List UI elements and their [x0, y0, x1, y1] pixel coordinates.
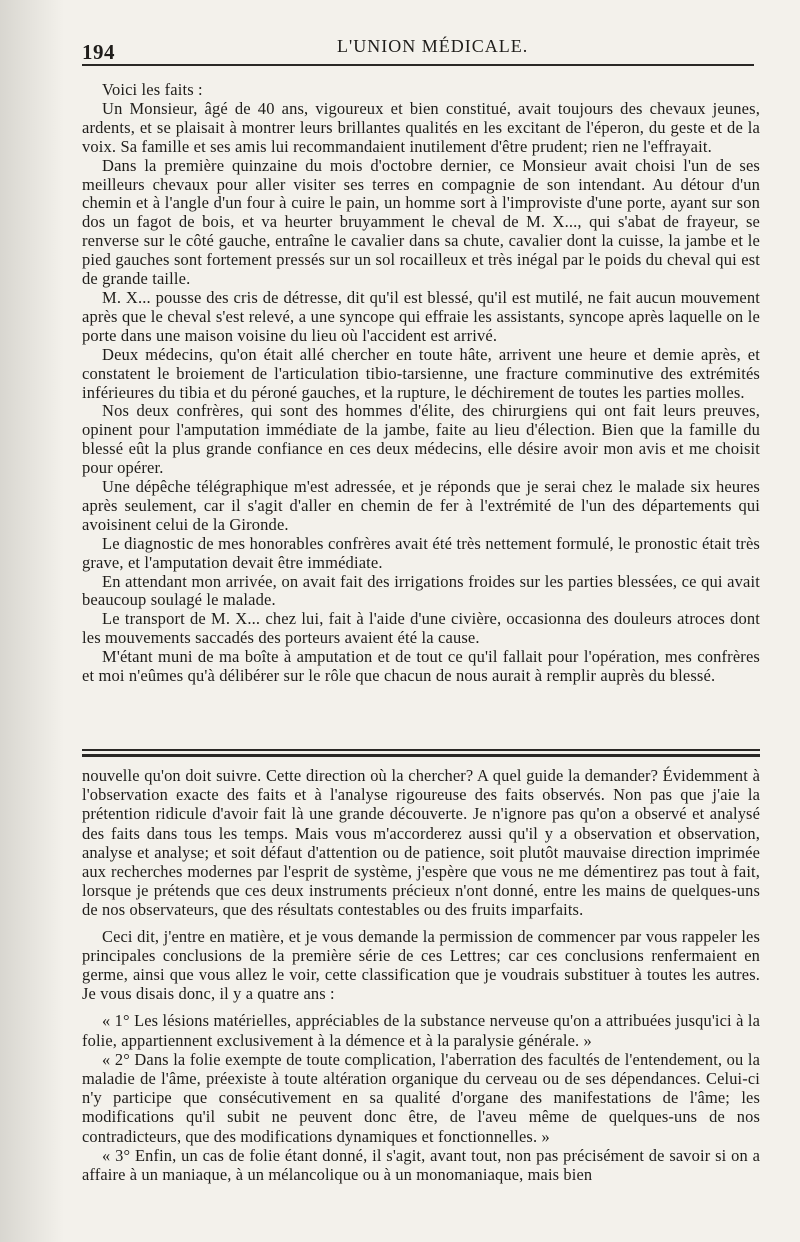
paragraph: Le transport de M. X... chez lui, fait à l'aide d'une civière, occasionna des douleurs atroces dont les mouvements saccadés des porteurs avaient été la cause.: [82, 609, 760, 648]
quote-paragraph: « 2° Dans la folie exempte de toute complication, l'aberration des facultés de l'entendement, ou la maladie de l'âme, préexiste à toute altération organique du cerveau ou de ses dépendances. Celui-ci n'y participe que consécutivement en sa qualité d'organe des manifestations de l'âme; les modifications qu'il subit ne peuvent donc être, de l'aveu même de quelques-uns de nos contradicteurs, que des modifications dynamiques et fonctionnelles. »: [82, 1049, 760, 1146]
paragraph: Un Monsieur, âgé de 40 ans, vigoureux et bien constitué, avait toujours des chevaux jeunes, ardents, et se plaisait à montrer leurs brillantes qualités en les excitant de l'éperon, du geste et de la voix. Sa famille et ses amis lui recommandaient inutilement d'être prudent; rien ne l'effrayait.: [82, 98, 760, 156]
paragraph: nouvelle qu'on doit suivre. Cette direction où la chercher? A quel guide la demander? Évidemment à l'observation exacte des faits et à l'analyse rigoureuse des faits observés. Non pas que j'aie la prétention ridicule d'avoir fait là une grande découverte. Je n'ignore pas qu'on a observé et analysé des faits dans tous les temps. Mais vous m'accorderez aussi qu'il y a observation et observation, analyse et analyse; et soit défaut d'attention ou de patience, soit plutôt mauvaise direction imprimée aux recherches modernes par l'esprit de système, j'espère que vous ne me démentirez pas tout à fait, lorsque je prétends que ces deux instruments précieux n'ont donné, entre les mains de quelques-uns de nos observateurs, que des résultats contestables ou des fruits imparfaits.: [82, 766, 760, 920]
upper-text-section: [82, 81, 760, 686]
paragraph: Voici les faits :: [102, 80, 203, 99]
section-divider-thin: [82, 749, 760, 751]
paragraph: Nos deux confrères, qui sont des hommes d'élite, des chirurgiens qui ont fait leurs preuves, opinent pour l'amputation immédiate de la jambe, faite au lieu d'élection. Bien que la famille du blessé eût la plus grande confiance en ces deux médecins, elle désire avoir mon avis et me choisit pour opérer.: [82, 401, 760, 478]
page-number: 194: [82, 40, 115, 64]
running-title: L'UNION MÉDICALE.: [337, 36, 529, 56]
paragraph: En attendant mon arrivée, on avait fait des irrigations froides sur les parties blessées, ce qui avait beaucoup soulagé le malade.: [82, 571, 760, 610]
paragraph: Le diagnostic de mes honorables confrères avait été très nettement formulé, le pronostic était très grave, et l'amputation devait être immédiate.: [82, 533, 760, 572]
paragraph: Deux médecins, qu'on était allé chercher en toute hâte, arrivent une heure et demie après, et constatent le broiement de l'articulation tibio-tarsienne, une fracture comminutive des extrémités inférieures du tibia et du péroné gauches, et la rupture, le déchirement de toutes les parties molles.: [82, 344, 760, 402]
quote-paragraph: « 1° Les lésions matérielles, appréciables de la substance nerveuse qu'on a attribuées jusqu'ici à la folie, appartiennent exclusivement à la démence et à la paralysie générale. »: [82, 1011, 760, 1050]
paragraph: M. X... pousse des cris de détresse, dit qu'il est blessé, qu'il est mutilé, ne fait aucun mouvement après que le cheval s'est relevé, a une syncope qui effraie les assistants, syncope après laquelle on le porte dans une maison voisine du lieu où l'accident est arrivé.: [82, 287, 760, 345]
paragraph: Une dépêche télégraphique m'est adressée, et je réponds que je serai chez le malade six heures après seulement, car il s'agit d'aller en chemin de fer à l'extrémité de l'un des départements qui avoisinent celui de la Gironde.: [82, 477, 760, 534]
section-divider-thick: [82, 754, 760, 757]
page-header: [82, 30, 754, 64]
paragraph: Dans la première quinzaine du mois d'octobre dernier, ce Monsieur avait choisi l'un de ses meilleurs chevaux pour aller visiter ses terres en compagnie de son intendant. Au détour d'un chemin et à l'angle d'un four à cuire le pain, un homme sort à l'improviste d'une porte, ayant sur son dos un fagot de bois, et va heurter bruyamment le cheval de M. X..., qui s'abat de frayeur, se renverse sur le côté gauche, entraîne le cavalier dans sa chute, cavalier dont la cuisse, la jambe et le pied gauches sont fortement pressés sur un sol rocailleux et très inégal par le poids du cheval qui est de grande taille.: [82, 155, 760, 289]
header-rule: [82, 64, 754, 66]
quote-paragraph: « 3° Enfin, un cas de folie étant donné, il s'agit, avant tout, non pas précisément de savoir si on a affaire à un maniaque, à un mélancolique ou à un monomaniaque, mais bien: [82, 1145, 760, 1185]
paragraph: M'étant muni de ma boîte à amputation et de tout ce qu'il fallait pour l'opération, mes confrères et moi n'eûmes qu'à délibérer sur le rôle que chacun de nous aurait à remplir auprès du blessé.: [82, 647, 760, 686]
paragraph: Ceci dit, j'entre en matière, et je vous demande la permission de commencer par vous rappeler les principales conclusions de la première série de ces Lettres; car ces conclusions renfermaient en germe, ainsi que vous allez le voir, cette classification que je voudrais substituer à toutes les autres. Je vous disais donc, il y a quatre ans :: [82, 926, 760, 1004]
lower-text-section: [82, 766, 760, 1184]
